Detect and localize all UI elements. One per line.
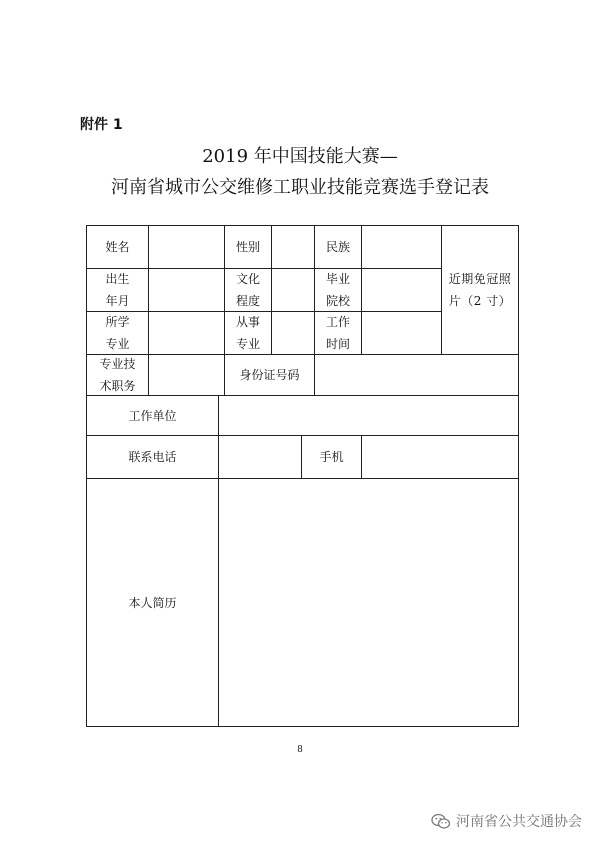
label-graduated-school: 毕业 院校	[314, 268, 362, 312]
label-major: 所学 专业	[86, 311, 149, 355]
label-mobile: 手机	[301, 435, 362, 479]
label-gender: 性别	[224, 225, 272, 269]
label-title: 专业技 术职务	[86, 354, 149, 396]
label-id-number: 身份证号码	[224, 354, 315, 396]
watermark-text: 河南省公共交通协会	[456, 814, 582, 830]
label-education: 文化 程度	[224, 268, 272, 312]
field-id-number[interactable]	[314, 354, 519, 396]
title-line-1: 2019 年中国技能大赛—	[202, 146, 398, 167]
field-birth[interactable]	[148, 268, 225, 312]
field-major[interactable]	[148, 311, 225, 355]
field-occupation[interactable]	[271, 311, 315, 355]
field-resume[interactable]	[218, 478, 519, 727]
label-resume: 本人简历	[86, 478, 219, 727]
field-work-time[interactable]	[361, 311, 442, 355]
field-title[interactable]	[148, 354, 225, 396]
title-line-2: 河南省城市公交维修工职业技能竞赛选手登记表	[111, 177, 489, 198]
label-work-time: 工作 时间	[314, 311, 362, 355]
watermark	[431, 811, 582, 831]
field-mobile[interactable]	[361, 435, 519, 479]
field-employer[interactable]	[218, 395, 519, 436]
field-name[interactable]	[148, 225, 225, 269]
label-phone: 联系电话	[86, 435, 219, 479]
field-education[interactable]	[271, 268, 315, 312]
field-ethnicity[interactable]	[361, 225, 442, 269]
label-name: 姓名	[86, 225, 149, 269]
photo-box[interactable]: 近期免冠照 片（2 寸）	[441, 225, 519, 355]
field-graduated-school[interactable]	[361, 268, 442, 312]
field-gender[interactable]	[271, 225, 315, 269]
label-ethnicity: 民族	[314, 225, 362, 269]
label-birth: 出生 年月	[86, 268, 149, 312]
attachment-label: 附件 1	[80, 117, 123, 133]
label-occupation: 从事 专业	[224, 311, 272, 355]
registration-form	[86, 225, 519, 727]
page-number: 8	[297, 745, 303, 755]
label-employer: 工作单位	[86, 395, 219, 436]
field-phone[interactable]	[218, 435, 302, 479]
wechat-icon	[431, 813, 451, 830]
